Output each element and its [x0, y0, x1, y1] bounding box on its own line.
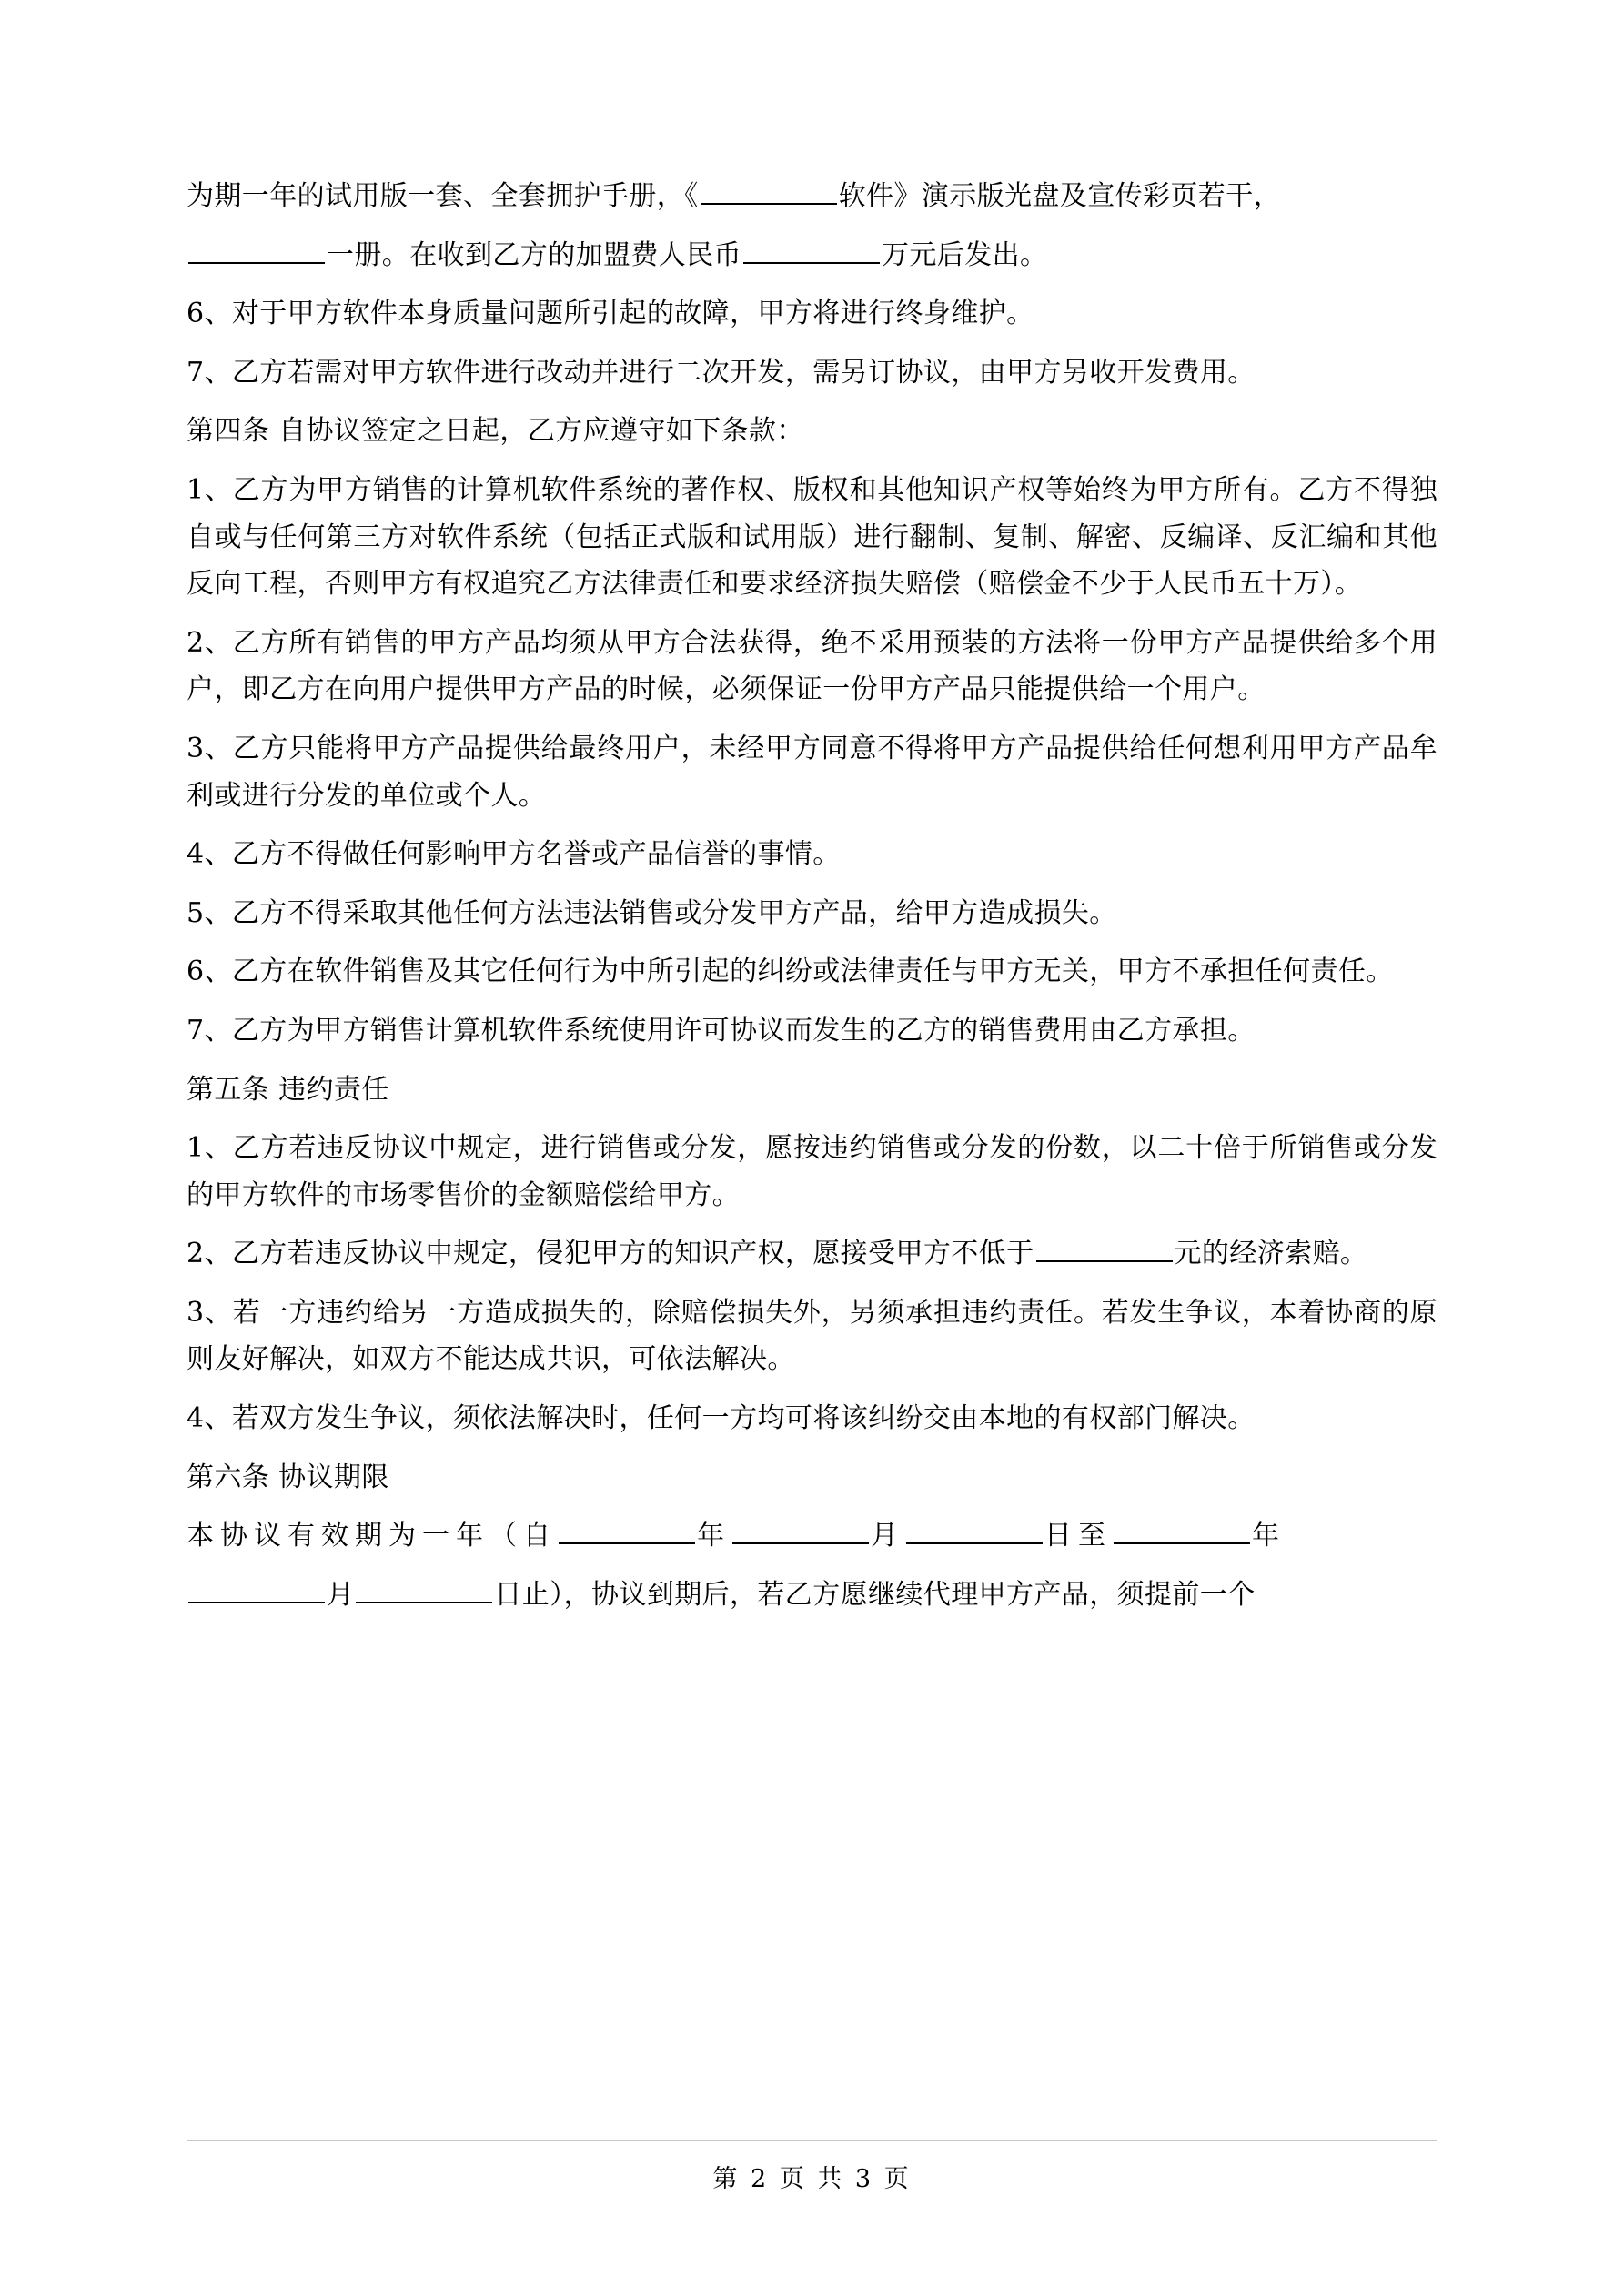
text-run: 4、乙方不得做任何影响甲方名誉或产品信誉的事情。 — [187, 838, 841, 871]
document-body — [187, 173, 1437, 1630]
fill-in-blank[interactable] — [188, 1572, 325, 1603]
fill-in-blank[interactable] — [188, 232, 325, 264]
text-run: 4、若双方发生争议，须依法解决时，任何一方均可将该纠纷交由本地的有权部门解决。 — [187, 1402, 1256, 1435]
text-run: 3、乙方只能将甲方产品提供给最终用户，未经甲方同意不得将甲方产品提供给任何想利用甲方产品牟利或进行分发的单位或个人。 — [187, 732, 1437, 812]
text-run: 元的经济索赔。 — [1174, 1238, 1368, 1270]
fill-in-blank[interactable] — [1036, 1230, 1173, 1262]
text-run: 1、乙方为甲方销售的计算机软件系统的著作权、版权和其他知识产权等始终为甲方所有。乙方不得独自或与任何第三方对软件系统（包括正式版和试用版）进行翻制、复制、解密、反编译、反汇编和其他反向工程，否则甲方有权追究乙方法律责任和要求经济损失赔偿（赔偿金不少于人民币五十万）。 — [187, 473, 1437, 601]
footer-divider — [187, 2140, 1437, 2141]
p-article-6-heading — [187, 1454, 1437, 1502]
fill-in-blank[interactable] — [906, 1512, 1043, 1544]
text-run: 第五条 违约责任 — [187, 1073, 389, 1106]
p-article-5-item-4 — [187, 1395, 1437, 1442]
p-article-5-item-2 — [187, 1230, 1437, 1278]
p-article-5-item-3 — [187, 1290, 1437, 1383]
p-article-5-heading — [187, 1067, 1437, 1114]
p-item-6-maintenance — [187, 290, 1437, 338]
text-run: 一册。在收到乙方的加盟费人民币 — [327, 238, 741, 271]
text-run: 月 — [871, 1520, 904, 1553]
p-article-5-item-1 — [187, 1125, 1437, 1219]
text-run: 7、乙方若需对甲方软件进行改动并进行二次开发，需另订协议，由甲方另收开发费用。 — [187, 356, 1256, 389]
fill-in-blank[interactable] — [701, 173, 837, 205]
page-number-text: 第 2 页 共 3 页 — [712, 2165, 912, 2193]
text-run: 2、乙方若违反协议中规定，侵犯甲方的知识产权，愿接受甲方不低于 — [187, 1238, 1034, 1270]
text-run: 6、对于甲方软件本身质量问题所引起的故障，甲方将进行终身维护。 — [187, 298, 1034, 330]
fill-in-blank[interactable] — [356, 1572, 492, 1603]
page-footer — [0, 2159, 1624, 2194]
p-article-4-item-6 — [187, 948, 1437, 996]
text-run: 1、乙方若违反协议中规定，进行销售或分发，愿按违约销售或分发的份数，以二十倍于所销售或分发的甲方软件的市场零售价的金额赔偿给甲方。 — [187, 1132, 1437, 1211]
p-article-6-term-line1 — [187, 1512, 1437, 1560]
text-run: 6、乙方在软件销售及其它任何行为中所引起的纠纷或法律责任与甲方无关，甲方不承担任何责任。 — [187, 956, 1394, 988]
p-article-4-item-5 — [187, 890, 1437, 937]
p-item-7-secondary-dev — [187, 349, 1437, 397]
text-run: 日止），协议到期后，若乙方愿继续代理甲方产品，须提前一个 — [494, 1578, 1256, 1611]
p-trial-version — [187, 173, 1437, 220]
p-article-4-item-7 — [187, 1007, 1437, 1055]
text-run: 第六条 协议期限 — [187, 1461, 389, 1493]
text-run: 日至 — [1044, 1520, 1112, 1553]
p-article-4-heading — [187, 408, 1437, 455]
p-article-4-item-3 — [187, 725, 1437, 819]
p-article-4-item-1 — [187, 467, 1437, 608]
p-article-4-item-2 — [187, 620, 1437, 713]
text-run: 月 — [327, 1578, 355, 1611]
fill-in-blank[interactable] — [559, 1512, 695, 1544]
text-run: 2、乙方所有销售的甲方产品均须从甲方合法获得，绝不采用预装的方法将一份甲方产品提供给多个用户，即乙方在向用户提供甲方产品的时候，必须保证一份甲方产品只能提供给一个用户。 — [187, 626, 1437, 706]
text-run: 第四条 自协议签定之日起，乙方应遵守如下条款： — [187, 415, 804, 448]
text-run: 7、乙方为甲方销售计算机软件系统使用许可协议而发生的乙方的销售费用由乙方承担。 — [187, 1014, 1256, 1047]
text-run: 年 — [1252, 1520, 1286, 1553]
text-run: 本协议有效期为一年（自 — [187, 1520, 557, 1553]
text-run: 万元后发出。 — [882, 238, 1048, 271]
fill-in-blank[interactable] — [1114, 1512, 1250, 1544]
p-one-copy-fee — [187, 232, 1437, 279]
p-article-6-term-line2 — [187, 1572, 1437, 1619]
text-run: 3、若一方违约给另一方造成损失的，除赔偿损失外，另须承担违约责任。若发生争议，本着协商的原则友好解决，如双方不能达成共识，可依法解决。 — [187, 1296, 1437, 1376]
fill-in-blank[interactable] — [732, 1512, 869, 1544]
fill-in-blank[interactable] — [743, 232, 880, 264]
text-run: 为期一年的试用版一套、全套拥护手册，《 — [187, 180, 699, 212]
text-run: 软件》演示版光盘及宣传彩页若干， — [838, 180, 1282, 212]
text-run: 5、乙方不得采取其他任何方法违法销售或分发甲方产品，给甲方造成损失。 — [187, 896, 1117, 929]
text-run: 年 — [697, 1520, 731, 1553]
p-article-4-item-4 — [187, 831, 1437, 878]
